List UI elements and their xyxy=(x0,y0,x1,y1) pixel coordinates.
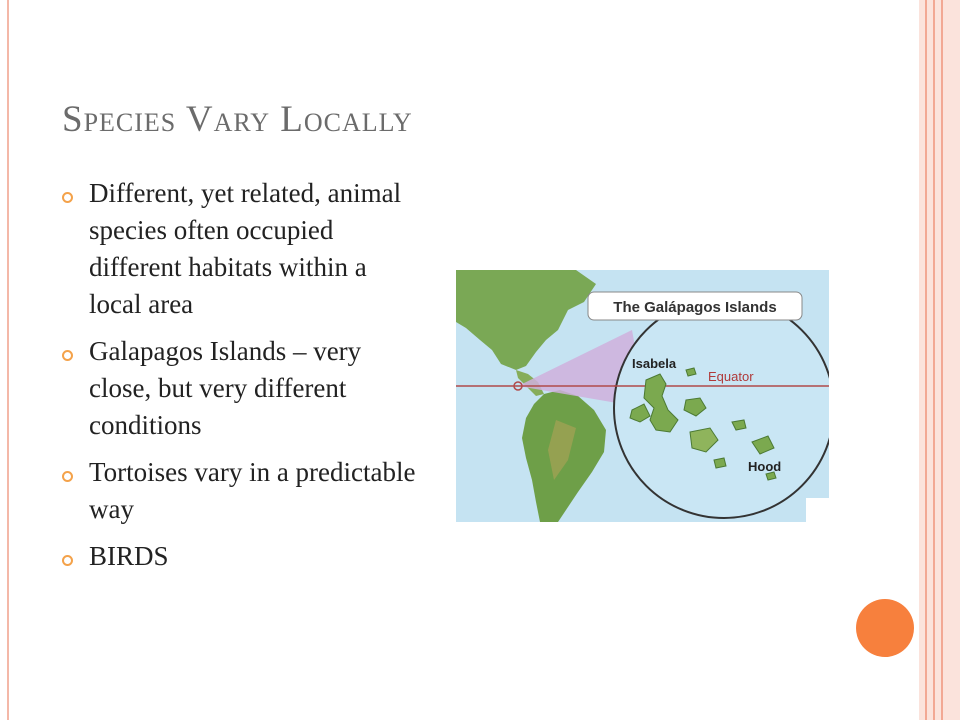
bullet-circle-icon xyxy=(62,471,73,482)
bullet-item xyxy=(62,538,422,575)
right-border-frame xyxy=(919,0,960,720)
border-stripe xyxy=(933,0,935,720)
bullet-item xyxy=(62,333,422,444)
bullet-item xyxy=(62,175,422,323)
bullet-text: BIRDS xyxy=(89,541,169,571)
isabela-label: Isabela xyxy=(632,356,677,371)
decorative-orange-circle xyxy=(856,599,914,657)
bullet-circle-icon xyxy=(62,192,73,203)
left-border-line xyxy=(7,0,9,720)
equator-label: Equator xyxy=(708,369,754,384)
bullet-item xyxy=(62,454,422,528)
bullet-text: Different, yet related, animal species often occupied different habitats within a local area xyxy=(89,178,402,319)
floreana-island xyxy=(714,458,726,468)
galapagos-map xyxy=(456,270,829,522)
bullet-text: Tortoises vary in a predictable way xyxy=(89,457,416,524)
slide-title: Species Vary Locally xyxy=(62,99,413,140)
bullet-text: Galapagos Islands – very close, but very different conditions xyxy=(89,336,362,440)
map-corner xyxy=(806,498,829,522)
bullet-circle-icon xyxy=(62,350,73,361)
border-stripe xyxy=(925,0,927,720)
hood-label: Hood xyxy=(748,459,782,474)
bullet-list xyxy=(62,175,422,585)
map-title: The Galápagos Islands xyxy=(613,299,777,316)
border-stripe xyxy=(941,0,943,720)
bullet-circle-icon xyxy=(62,555,73,566)
small-island xyxy=(686,368,696,376)
